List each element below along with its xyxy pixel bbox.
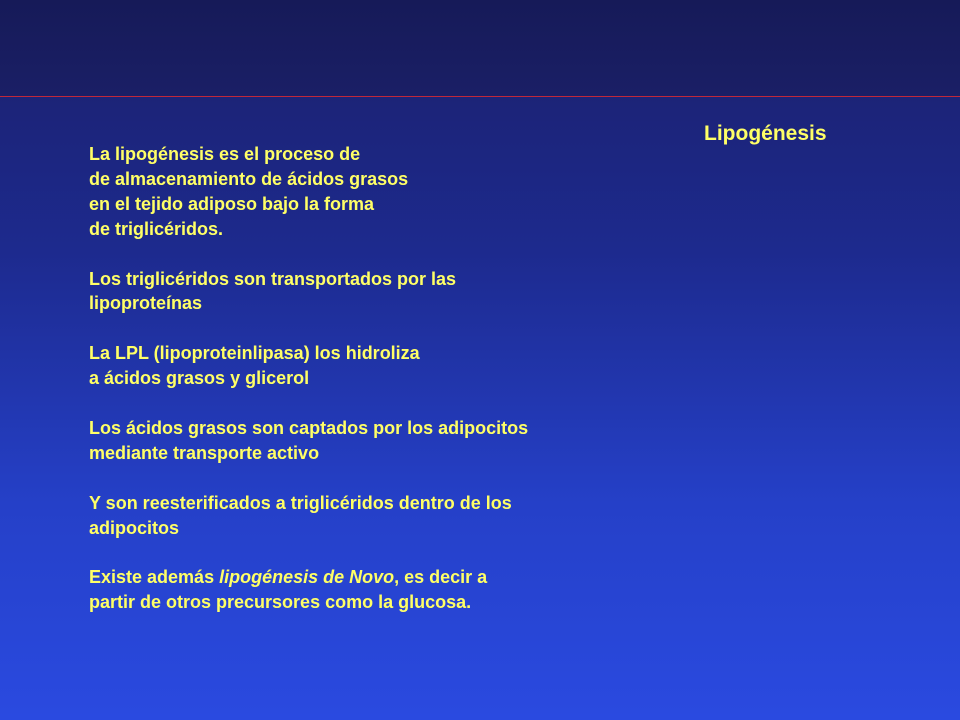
emphasis-text: lipogénesis de Novo — [219, 567, 395, 588]
text-line: Y son reesterificados a triglicéridos dentro de los — [89, 492, 512, 513]
paragraph-de-novo — [89, 565, 649, 615]
paragraph-reesterification — [89, 491, 649, 541]
text-line: en el tejido adiposo bajo la forma — [89, 193, 375, 214]
paragraph-transport — [89, 267, 649, 317]
header-band — [0, 0, 960, 96]
text-line: Los triglicéridos son transportados por las — [89, 268, 457, 289]
slide-title: Lipogénesis — [704, 122, 827, 145]
paragraph-lpl — [89, 341, 649, 391]
paragraph-gap — [89, 466, 649, 491]
paragraph-gap — [89, 540, 649, 565]
slide-body — [89, 142, 649, 615]
text-line: adipocitos — [89, 517, 180, 538]
text-line: lipoproteínas — [89, 293, 203, 314]
header-divider — [0, 96, 960, 97]
text-line: de almacenamiento de ácidos grasos — [89, 168, 409, 189]
text-line: Los ácidos grasos son captados por los adipocitos — [89, 417, 529, 438]
text-line: mediante transporte activo — [89, 442, 320, 463]
text-run: , es decir a — [394, 567, 488, 588]
paragraph-gap — [89, 391, 649, 416]
text-run: Existe además — [89, 567, 220, 588]
paragraph-gap — [89, 242, 649, 267]
text-line: partir de otros precursores como la glucosa. — [89, 592, 472, 613]
text-line: La LPL (lipoproteinlipasa) los hidroliza — [89, 343, 420, 364]
text-line: de triglicéridos. — [89, 218, 224, 239]
text-line: La lipogénesis es el proceso de — [89, 144, 361, 164]
paragraph-uptake — [89, 416, 649, 466]
text-line: a ácidos grasos y glicerol — [89, 368, 310, 389]
text-line — [89, 565, 649, 590]
paragraph-definition — [89, 142, 649, 242]
paragraph-gap — [89, 316, 649, 341]
